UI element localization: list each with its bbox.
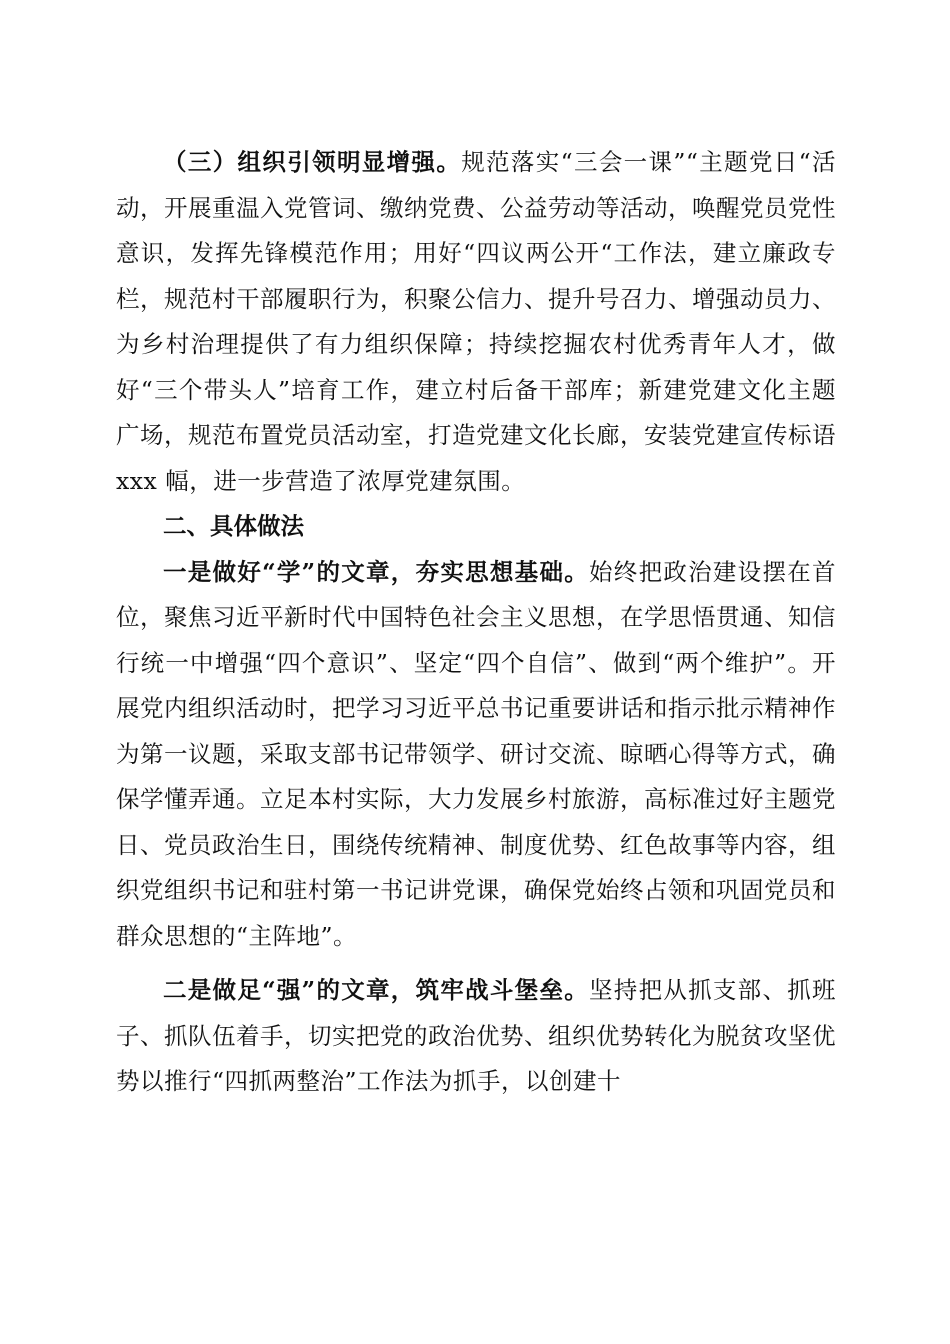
paragraph-organization-leadership [116,140,836,504]
paragraph-strengthen [116,968,836,1105]
paragraph-text-organization: 规范落实“三会一课”“主题党日“活动，开展重温入党管词、缴纳党费、公益劳动等活动，唤醒党员党性意识，发挥先锋模范作用；用好“四议两公开“工作法，建立廉政专栏，规范村干部履职行为，积聚公信力、提升号召力、增强动员力、为乡村治理提供了有力组织保障；持续挖掘农村优秀青年人才，做好“三个带头人”培育工作，建立村后备干部库；新建党建文化主题广场，规范布置党员活动室，打造党建文化长廊，安装党建宣传标语 xxx 幅，进一步营造了浓厚党建氛围。 [116,148,837,495]
document-body [116,140,836,1105]
paragraph-lead-organization: （三）组织引领明显增强。 [163,148,462,176]
paragraph-lead-strengthen: 二是做足“强”的文章，筑牢战斗堡垒。 [163,976,590,1004]
section-heading-specific-practices: 二、具体做法 [163,512,304,540]
paragraph-study [116,550,836,960]
paragraph-text-study: 始终把政治建设摆在首位，聚焦习近平新时代中国特色社会主义思想，在学思悟贯通、知信行统一中增强“四个意识”、坚定“四个自信”、做到“两个维护”。开展党内组织活动时，把学习习近平总书记重要讲话和指示批示精神作为第一议题，采取支部书记带领学、研讨交流、晾晒心得等方式，确保学懂弄通。立足本村实际，大力发展乡村旅游，高标准过好主题党日、党员政治生日，围绕传统精神、制度优势、红色故事等内容，组织党组织书记和驻村第一书记讲党课，确保党始终占领和巩固党员和群众思想的“主阵地”。 [116,557,836,950]
paragraph-text-strengthen: 坚持把从抓支部、抓班子、抓队伍着手，切实把党的政治优势、组织优势转化为脱贫攻坚优势以推行“四抓两整治”工作法为抓手，以创建十 [116,976,836,1095]
paragraph-lead-study: 一是做好“学”的文章，夯实思想基础。 [163,557,590,586]
paragraph-gap [116,959,836,968]
